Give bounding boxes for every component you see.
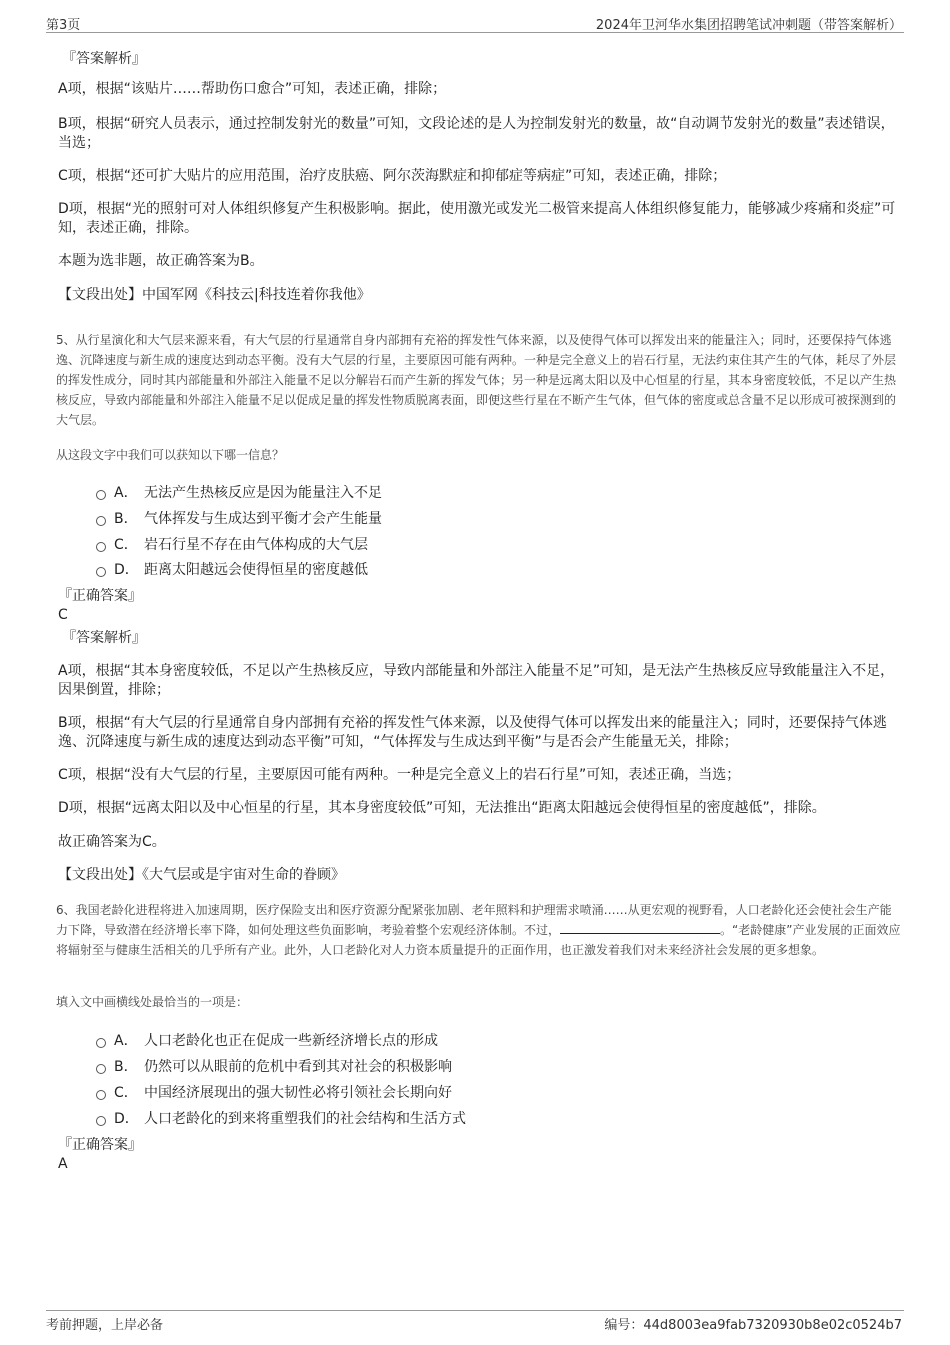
answer: A — [58, 1156, 68, 1172]
question-prompt: 填入文中画横线处最恰当的一项是： — [56, 995, 249, 1009]
conclusion: 本题为选非题，故正确答案为B。 — [58, 253, 264, 269]
analysis-heading: 『答案解析』 — [62, 630, 146, 646]
radio-icon[interactable] — [96, 490, 106, 500]
analysis-a: A项，根据“其本身密度较低，不足以产生热核反应，导致内部能量和外部注入能量不足”可知，是无法产生热核反应导致能量注入不足，因果倒置，排除； — [58, 663, 895, 698]
analysis-d: D项，根据“远离太阳以及中心恒星的行星，其本身密度较低”可知，无法推出“距离太阳越远会使得恒星的密度越低”，排除。 — [58, 800, 826, 816]
answer: C — [58, 607, 68, 623]
radio-icon[interactable] — [96, 1038, 106, 1048]
document-title: 2024年卫河华水集团招聘笔试冲刺题（带答案解析） — [595, 18, 902, 33]
conclusion: 故正确答案为C。 — [58, 834, 166, 850]
page-number: 第3页 — [46, 18, 81, 33]
analysis-b: B项，根据“研究人员表示，通过控制发射光的数量”可知，文段论述的是人为控制发射光的数量，故“自动调节发射光的数量”表述错误，当选； — [58, 116, 895, 151]
option-b[interactable]: B． 仍然可以从眼前的危机中看到其对社会的积极影响 — [96, 1056, 452, 1076]
question-stem: 6、我国老龄化进程将进入加速周期，医疗保险支出和医疗资源分配紧张加剧、老年照料和护理需求喷涌……从更宏观的视野看，人口老龄化还会使社会生产能力下降，导致潜在经济增长率下降，如何处理这些负面影响，考验着整个宏观经济体制。不过， 。“老龄健康”产业发展的正面效应将辐射至与健康生活相关的几乎所有产业。此外，人口老龄化对人力资本质量提升的正面作用，也正激发着我们对未来经济社会发展的更多想象。 — [56, 903, 901, 957]
analysis-d: D项，根据“光的照射可对人体组织修复产生积极影响。据此，使用激光或发光二极管来提高人体组织修复能力，能够减少疼痛和炎症”可知，表述正确，排除。 — [58, 201, 896, 236]
answer-heading: 『正确答案』 — [58, 1137, 142, 1153]
analysis-c: C项，根据“没有大气层的行星，主要原因可能有两种。一种是完全意义上的岩石行星”可知，表述正确，当选； — [58, 767, 741, 783]
option-d[interactable]: D． 人口老龄化的到来将重塑我们的社会结构和生活方式 — [96, 1108, 466, 1128]
option-a[interactable]: A． 无法产生热核反应是因为能量注入不足 — [96, 482, 382, 502]
option-b[interactable]: B． 气体挥发与生成达到平衡才会产生能量 — [96, 508, 382, 528]
radio-icon[interactable] — [96, 1090, 106, 1100]
source: 【文段出处】中国军网《科技云|科技连着你我他》 — [58, 287, 371, 303]
analysis-a: A项，根据“该贴片……帮助伤口愈合”可知，表述正确，排除； — [58, 81, 447, 97]
footer-divider — [46, 1310, 904, 1311]
fill-in-blank — [560, 920, 720, 934]
radio-icon[interactable] — [96, 542, 106, 552]
radio-icon[interactable] — [96, 1116, 106, 1126]
radio-icon[interactable] — [96, 516, 106, 526]
analysis-heading: 『答案解析』 — [62, 51, 146, 67]
question-stem: 5、从行星演化和大气层来源来看，有大气层的行星通常自身内部拥有充裕的挥发性气体来源，以及使得气体可以挥发出来的能量注入；同时，还要保持气体逃逸、沉降速度与新生成的速度达到动态平衡。没有大气层的行星，主要原因可能有两种。一种是完全意义上的岩石行星，无法约束住其产生的气体，耗尽了外层的挥发性成分，同时其内部能量和外部注入能量不足以分解岩石而产生新的挥发气体；另一种是远离太阳以及中心恒星的行星，其本身密度较低，不足以产生热核反应，导致内部能量和外部注入能量不足以促成足量的挥发性物质脱离表面，即便这些行星在不断产生气体，但气体的密度或总含量不足以形成可被探测到的大气层。 — [56, 333, 897, 427]
source: 【文段出处】《大气层或是宇宙对生命的眷顾》 — [58, 867, 345, 883]
option-d[interactable]: D． 距离太阳越远会使得恒星的密度越低 — [96, 559, 368, 579]
option-a[interactable]: A． 人口老龄化也正在促成一些新经济增长点的形成 — [96, 1030, 438, 1050]
header-divider — [46, 32, 904, 33]
analysis-c: C项，根据“还可扩大贴片的应用范围，治疗皮肤癌、阿尔茨海默症和抑郁症等病症”可知，表述正确，排除； — [58, 168, 727, 184]
question-prompt: 从这段文字中我们可以获知以下哪一信息？ — [56, 448, 285, 462]
analysis-b: B项，根据“有大气层的行星通常自身内部拥有充裕的挥发性气体来源，以及使得气体可以挥发出来的能量注入；同时，还要保持气体逃逸、沉降速度与新生成的速度达到动态平衡”可知，“气体挥发与生成达到平衡”与是否会产生能量无关，排除； — [58, 715, 887, 750]
option-c[interactable]: C． 中国经济展现出的强大韧性必将引领社会长期向好 — [96, 1082, 452, 1102]
radio-icon[interactable] — [96, 567, 106, 577]
document-id: 编号：44d8003ea9fab7320930b8e02c0524b7 — [604, 1318, 902, 1333]
footer-slogan: 考前押题，上岸必备 — [46, 1318, 164, 1333]
radio-icon[interactable] — [96, 1064, 106, 1074]
answer-heading: 『正确答案』 — [58, 588, 142, 604]
option-c[interactable]: C． 岩石行星不存在由气体构成的大气层 — [96, 534, 368, 554]
